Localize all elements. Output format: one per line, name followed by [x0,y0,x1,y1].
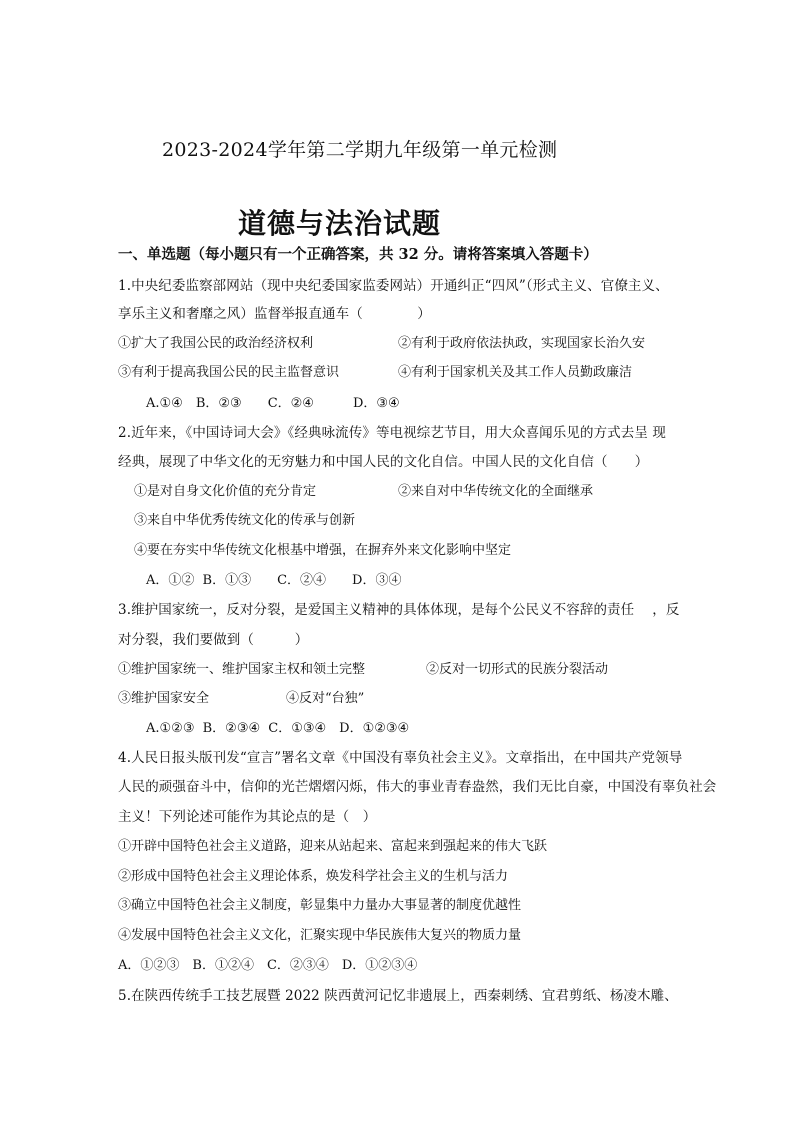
question-stem-line: 经典，展现了中华文化的无穷魅力和中国人民的文化自信。中国人民的文化自信（ ） [118,454,649,470]
question-stem-line: 5.在陕西传统手工技艺展暨 2022 陕西黄河记忆非遗展上，西秦刺绣、宜君剪纸、杨凌木雕、 [118,988,678,1004]
option-1: ①开辟中国特色社会主义道路，迎来从站起来、富起来到强起来的伟大飞跃 [118,839,548,854]
section-heading: 一、单选题（每小题只有一个正确答案，共 32 分。请将答案填入答题卡） [118,246,598,263]
option-2: ②形成中国特色社会主义理论体系，焕发科学社会主义的生机与活力 [118,869,509,884]
option-3: ③确立中国特色社会主义制度，彰显集中力量办大事显著的制度优越性 [118,898,522,913]
answer-choices: A.①②③ B．②③④ C．①③④ D．①②③④ [146,721,410,736]
option-3: ③有利于提高我国公民的民主监督意识 [118,365,340,380]
option-3: ③来自中华优秀传统文化的传承与创新 [134,513,356,528]
question-stem-line: 3.维护国家统一，反对分裂，是爱国主义精神的具体体现，是每个公民义不容辞的责任 ，反 [118,602,680,618]
option-1: ①是对自身文化价值的充分肯定 [134,484,317,499]
option-2: ②反对一切形式的民族分裂活动 [426,662,609,677]
option-3: ③维护国家安全 [118,691,210,706]
subject-title: 道德与法治试题 [238,207,442,240]
exam-title: 2023-2024学年第二学期九年级第一单元检测 [162,139,558,161]
question-stem-line: 1.中央纪委监察部网站（现中央纪委国家监委网站）开通纠正“四风”（形式主义、官僚主义、 [118,278,669,294]
option-1: ①扩大了我国公民的政治经济权利 [118,336,314,351]
option-4: ④有利于国家机关及其工作人员勤政廉洁 [398,365,633,380]
option-2: ②有利于政府依法执政，实现国家长治久安 [398,336,646,351]
option-1: ①维护国家统一、维护国家主权和领土完整 [118,662,366,677]
question-stem-line: 人民的顽强奋斗中，信仰的光芒熠熠闪烁，伟大的事业青春盎然，我们无比自豪，中国没有辜负社会 [118,779,717,795]
question-stem-line: 享乐主义和奢靡之风）监督举报直通车（ ） [118,306,431,322]
question-stem-line: 主义！下列论述可能作为其论点的是（ ） [118,809,377,825]
option-4: ④发展中国特色社会主义文化，汇聚实现中华民族伟大复兴的物质力量 [118,928,522,943]
question-stem-line: 4.人民日报头版刊发“宣言”署名文章《中国没有辜负社会主义》。文章指出，在中国共产党领导 [118,750,683,766]
answer-choices: A.①④ B．②③ C．②④ D．③④ [146,396,400,411]
question-stem-line: 对分裂，我们要做到（ ） [118,632,309,648]
option-2: ②来自对中华传统文化的全面继承 [398,484,594,499]
option-4: ④要在夯实中华传统文化根基中增强，在摒弃外来文化影响中坚定 [134,543,512,558]
question-stem-line: 2.近年来，《中国诗词大会》《经典咏流传》等电视综艺节目，用大众喜闻乐见的方式去呈 现 [118,425,666,441]
option-4: ④反对“台独” [286,691,365,706]
answer-choices: A．①②③ B．①②④ C．②③④ D．①②③④ [118,958,418,973]
answer-choices: A．①② B．①③ C．②④ D．③④ [146,573,402,588]
